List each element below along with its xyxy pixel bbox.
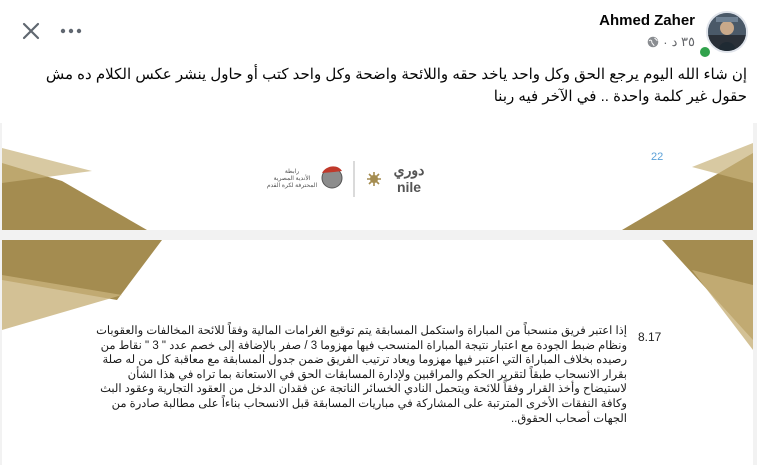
globe-icon[interactable] [647, 36, 659, 48]
post-timestamp[interactable]: ٣٥ د [671, 34, 695, 49]
league-brand: nile [396, 179, 422, 195]
close-button[interactable] [18, 18, 44, 44]
attached-document-image[interactable] [0, 123, 757, 465]
association-line-3: المحترفة لكرة القدم [266, 183, 318, 189]
document-page-body [2, 240, 753, 465]
separator-dot: · [663, 34, 668, 50]
post-text: إن شاء الله اليوم يرجع الحق وكل واحد ياخد حقه واللائحة واضحة وكل واحد كتب أو حاول ينشر عكس الكلام ده مش حقول غير كلمة واحدة .. في الآخر فيه ربنا [45, 66, 747, 105]
post-meta [599, 34, 695, 50]
online-status-dot [698, 45, 712, 59]
document-page-number: 22 [651, 151, 664, 163]
more-options-button[interactable] [56, 18, 86, 44]
more-options-icon [59, 27, 83, 35]
close-icon [21, 21, 41, 41]
author-name[interactable]: Ahmed Zaher [599, 12, 695, 29]
association-line-2: الأندية المصرية [273, 176, 311, 182]
avatar-image [708, 13, 746, 51]
post-author-block [599, 12, 695, 50]
league-logos [264, 159, 439, 199]
league-name: دوري [393, 162, 425, 178]
association-name [266, 169, 318, 190]
document-page-header [2, 123, 753, 230]
clause-number: 8.17 [638, 330, 662, 344]
clause-text: إذا اعتبر فريق منسحباً من المباراة واستكمل المسابقة يتم توقيع الغرامات المالية وفقاً للائحة المخالفات والعقوبات ونظام ضبط الجودة مع اعتبار نتيجة المباراة المنسحب فيها مهزوما 3 / صفر بالإضافة إلى خصم عدد " 3 " نقاط من رصيده بخلاف المباراة التي اعتبر فيها مهزوما ويعاد ترتيب الفريق ضمن جدول المسابقة مع معاقبة كل من له صلة بقرار الانسحاب طبقاً لتقرير الحكم والمراقبين ولإدارة المسابقات الحق في الاستعانة بما تراه في هذا الشأن لاستيضاح وأخذ القرار وفقاً للائحة ويتحمل النادي الخسائر الناتجة عن فقدان الدخل من العقود التجارية وعقود البث وكافة النفقات الأخرى المترتبة على المشاركة في مباريات المسابقة قبل الانسحاب بناءاً على مطالبة صادرة من الجهات أصحاب الحقوق.. [96, 325, 627, 425]
avatar[interactable] [706, 11, 748, 53]
association-line-1: رابطة [284, 169, 300, 175]
